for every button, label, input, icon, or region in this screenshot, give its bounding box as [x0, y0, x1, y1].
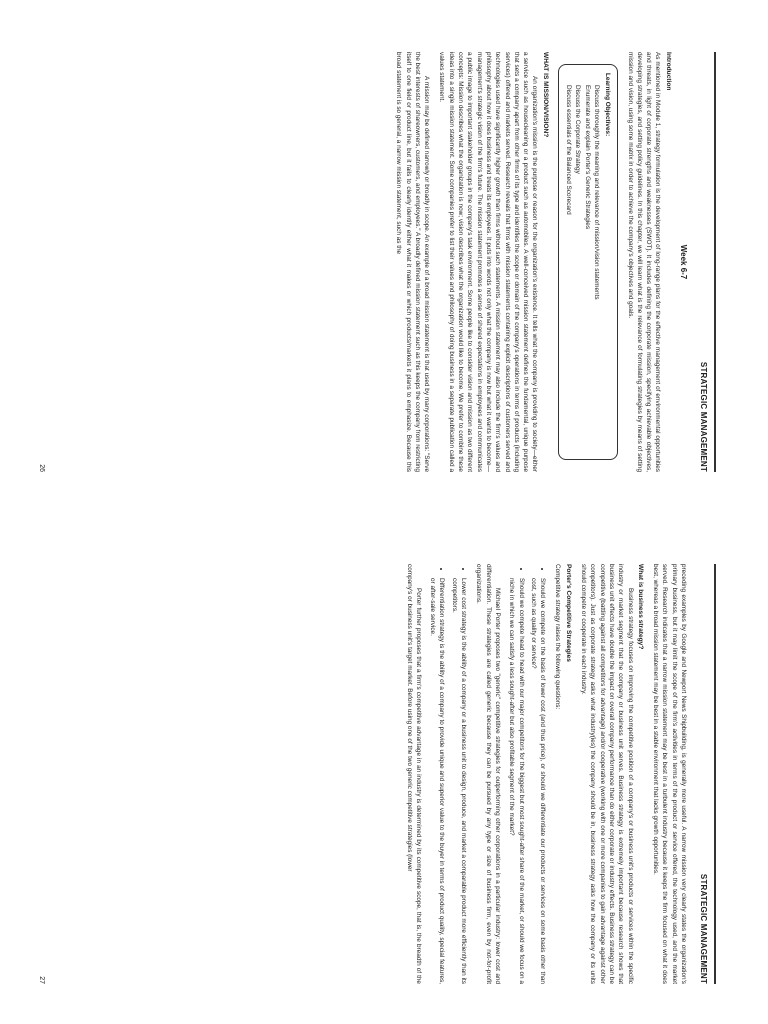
- business-strategy-heading: What is business strategy?: [636, 564, 644, 650]
- running-header: STRATEGIC MANAGEMENT: [699, 52, 716, 472]
- objective-item: Discuss the Corporate Strategy: [574, 85, 582, 174]
- learning-objectives-box: [558, 64, 618, 460]
- question-item: • Should we compete head to head with our major competitors for the biggest but most sought-after share of the market, or should we focus on a niche in which we can satisfy a less sought-after but also profitable segment of the market?: [507, 578, 526, 984]
- page-content: [398, 564, 688, 984]
- question-item: • Should we compete on the basis of lower cost (and thus price), or should we differentiate our products or services on some basis other than cost, such as quality or service?: [529, 578, 548, 984]
- running-header: STRATEGIC MANAGEMENT: [699, 564, 716, 984]
- strategy-item: • Differentiation strategy is the ability of a company to provide unique and superior value to the buyer in terms of product quality, special features, or after-sale service.: [428, 578, 447, 984]
- strategy-item: • Lower cost strategy is the ability of a company or a business unit to design, produce, and market a comparable product more efficiently than its competitors.: [449, 578, 468, 984]
- objective-item: Discuss essentials of the Balanced Scorecard: [565, 85, 573, 215]
- page-27: [0, 512, 768, 1024]
- page-content: [388, 52, 688, 472]
- objectives-title: Learning Objectives:: [604, 73, 612, 137]
- objective-item: Enumerate and explain Porter's Generic Strategies: [583, 85, 591, 230]
- page-number: 27: [38, 976, 45, 984]
- porter-intro: Competitive strategy raises the following questions:: [554, 564, 562, 710]
- business-strategy-paragraph: Business strategy focuses on improving the competitive position of a company's or business unit's products or services within the specific industry or market segment that the company or business unit serves. Business strategy is extremely important because research shows that business unit effects have double the impact on overall company performance than do either corporate or industry effects. Business strategy can be competitive (battling against all competitors for advantage) and/or cooperative (working with one or more companies to gain advantage against other competitors). Just as corporate strategy asks what industry(ies) the company should be in, business strategy asks how the company or its units should compete or cooperate in each industry.: [580, 564, 634, 984]
- narrow-mission-paragraph: preceding examples by Google and Newport News Shipbuilding, is generally more useful. A narrow mission very clearly states the organization's primary business, but it may limit the scope of the firm's activities in terms of the product or service offered, the technology used, and the market served. Research indicates that a narrow mission statement may be best in a turbulent industry because it keeps the firm focused on what it does best, whereas a broad mission statement may be best in a stable environment that lacks growth opportunities.: [652, 564, 687, 984]
- page-number: 26: [38, 464, 45, 472]
- questions-list: [507, 564, 547, 984]
- mission-vision-heading: WHAT IS MISSION/VISION?: [541, 52, 549, 138]
- intro-paragraph: As mentioned in Module 1, strategy formulation is the development of long-range plans for the effective management of environmental opportunities and threats, in light of corporate strengths and weaknesses (SWOT). It includes defining the corporate mission, specifying achievable objectives, developing strategies, and setting policy guidelines. In this chapter, we will learn what is the relevance of formulating strategies by means of setting mission and vision, using some matrix in order to achieve the company's objectives and goals.: [626, 52, 662, 472]
- objectives-list: [564, 73, 601, 451]
- objective-item: Discuss thoroughly the meaning and relevance of mission/vision statements: [592, 85, 600, 300]
- week-heading: Week 6-7: [679, 244, 688, 280]
- strategies-list: [428, 564, 468, 984]
- intro-heading: Introduction: [664, 52, 672, 91]
- porter-paragraph: Michael Porter proposes two "generic" competitive strategies for outperforming other corporations in a particular industry: lower cost and differentiation. These strategies are called generic because they can be pursued by any type or size of business firm, even by not-for-profit organizations.: [475, 564, 501, 984]
- competitive-scope-paragraph: Porter further proposes that a firm's competitive advantage in an industry is determined by its competitive scope, that is, the breadth of the company's or business unit's target market. Before using one of the two generic competitive strategies (lower: [405, 564, 422, 984]
- porter-heading: Porter's Competitive Strategies: [564, 564, 572, 662]
- mission-paragraph: An organization's mission is the purpose or reason for the organization's existence. It tells what the company is providing to society—either a service such as housecleaning or a product such as automobiles. A well-conceived mission statement defines the fundamental, unique purpose that sets a company apart from other firms of its type and identifies the scope or domain of the company's operations in terms of products (including services) offered and markets served. Research reveals that firms with mission statements containing explicit descriptions of customers served and technologies used have significantly higher growth than firms without such statements. A mission statement may also include the firm's values and philosophy about how it does business and treats its employees. It puts into words not only what the company is now but what it wants to become—management's strategic vision of the firm's future. The mission statement promotes a sense of shared expectations in employees and communicates a public image to important stakeholder groups in the company's task environment. Some people like to consider vision and mission as two different concepts: Mission describes what the organization is now; vision describes what the organization would like to become. We prefer to combine these ideas into a single mission statement. Some companies prefer to list their values and philosophy of doing business in a separate publication called a values statement.: [438, 52, 539, 472]
- mission-scope-paragraph: A mission may be defined narrowly or broadly in scope. An example of a broad mission statement is that used by many corporations: "Serve the best interests of shareowners, customers, and employees." A broadly defined mission statement such as this keeps the company from restricting itself to one field or product line, but it fails to clearly identify either what it makes or which products/markets it plans to emphasize. Because this broad statement is so general, a narrow mission statement, such as the: [395, 52, 431, 472]
